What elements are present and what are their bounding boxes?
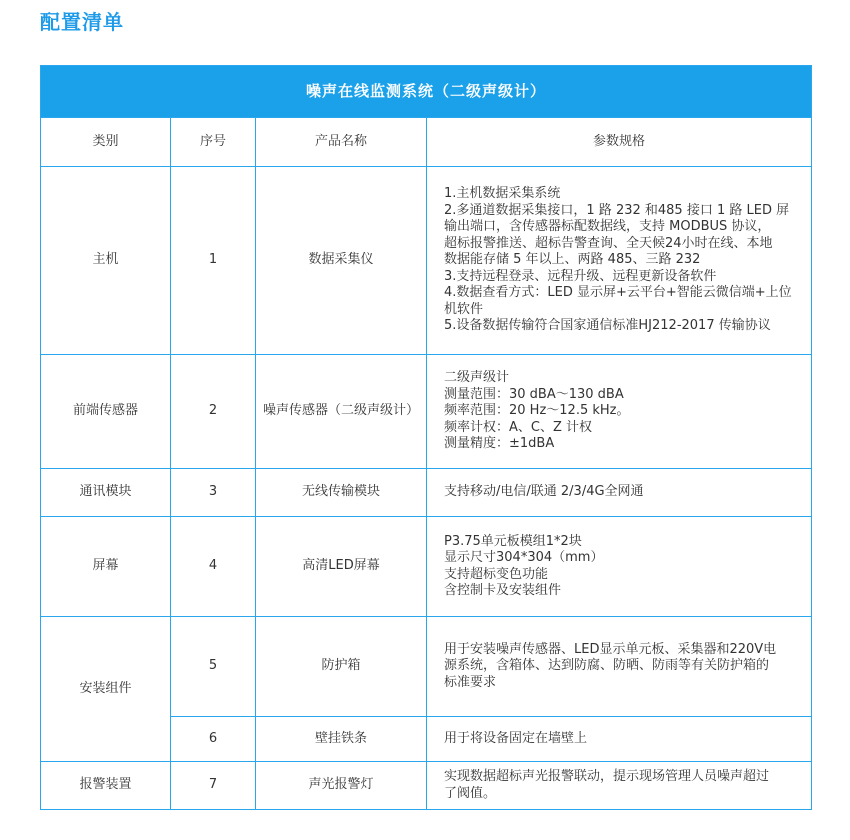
category-cell: 前端传感器 <box>41 355 171 469</box>
spec-line: 2.多通道数据采集接口，1 路 232 和485 接口 1 路 LED 屏 <box>444 202 790 218</box>
spec-line: P3.75单元板模组1*2块 <box>444 533 582 549</box>
table-row <box>41 617 812 717</box>
product-cell: 壁挂铁条 <box>256 717 427 762</box>
spec-cell <box>427 762 812 810</box>
spec-line: 测量精度：±1dBA <box>444 436 555 452</box>
category-cell: 通讯模块 <box>41 469 171 517</box>
spec-line: 源系统，含箱体、达到防腐、防晒、防雨等有关防护箱的 <box>444 658 770 674</box>
config-table <box>40 65 812 810</box>
spec-line: 1.主机数据采集系统 <box>444 186 561 202</box>
header-row <box>41 118 812 167</box>
index-cell: 6 <box>171 717 256 762</box>
page-title: 配置清单 <box>40 10 124 34</box>
table-row <box>41 469 812 517</box>
table-title-row <box>41 66 812 118</box>
spec-line: 实现数据超标声光报警联动，提示现场管理人员噪声超过 <box>444 769 770 784</box>
spec-line: 3.支持远程登录、远程升级、远程更新设备软件 <box>444 268 717 284</box>
product-cell: 无线传输模块 <box>256 469 427 517</box>
spec-line: 4.数据查看方式：LED 显示屏+云平台+智能云微信端+上位 <box>444 285 792 301</box>
spec-cell <box>427 517 812 617</box>
spec-cell <box>427 469 812 517</box>
spec-cell <box>427 717 812 762</box>
table-row <box>41 355 812 469</box>
spec-line: 标准要求 <box>444 674 497 690</box>
spec-line: 超标报警推送、超标告警查询、全天候24小时在线、本地 <box>444 235 773 251</box>
spec-line: 用于安装噪声传感器、LED显示单元板、采集器和220V电 <box>444 641 777 657</box>
spec-cell <box>427 167 812 355</box>
spec-line: 输出端口，含传感器标配数据线，支持 MODBUS 协议， <box>444 219 771 235</box>
header-product: 产品名称 <box>256 118 427 167</box>
header-index: 序号 <box>171 118 256 167</box>
category-cell: 主机 <box>41 167 171 355</box>
header-spec: 参数规格 <box>427 118 812 167</box>
spec-cell <box>427 617 812 717</box>
spec-line: 显示尺寸304*304（mm） <box>444 550 604 565</box>
spec-line: 机软件 <box>444 301 484 317</box>
spec-line: 支持移动/电信/联通 2/3/4G全网通 <box>444 484 644 500</box>
table-row <box>41 517 812 617</box>
product-cell: 高清LED屏幕 <box>256 517 427 617</box>
spec-line: 测量范围：30 dBA～130 dBA <box>444 386 624 402</box>
spec-line: 了阀值。 <box>444 785 497 801</box>
product-cell: 防护箱 <box>256 617 427 717</box>
index-cell: 3 <box>171 469 256 517</box>
spec-line: 二级声级计 <box>444 370 510 386</box>
product-cell: 声光报警灯 <box>256 762 427 810</box>
header-category: 类别 <box>41 118 171 167</box>
spec-line: 含控制卡及安装组件 <box>444 583 562 598</box>
table-title: 噪声在线监测系统（二级声级计） <box>41 66 812 118</box>
product-cell: 数据采集仪 <box>256 167 427 355</box>
product-cell: 噪声传感器（二级声级计） <box>256 355 427 469</box>
index-cell: 2 <box>171 355 256 469</box>
spec-line: 频率计权：A、C、Z 计权 <box>444 419 593 435</box>
index-cell: 5 <box>171 617 256 717</box>
spec-line: 5.设备数据传输符合国家通信标准HJ212-2017 传输协议 <box>444 318 771 334</box>
table-row <box>41 167 812 355</box>
spec-line: 频率范围：20 Hz～12.5 kHz。 <box>444 403 630 419</box>
category-cell: 安装组件 <box>41 617 171 762</box>
category-cell: 报警装置 <box>41 762 171 810</box>
category-cell: 屏幕 <box>41 517 171 617</box>
index-cell: 7 <box>171 762 256 810</box>
index-cell: 4 <box>171 517 256 617</box>
spec-line: 支持超标变色功能 <box>444 566 549 582</box>
spec-line: 用于将设备固定在墙壁上 <box>444 730 588 746</box>
index-cell: 1 <box>171 167 256 355</box>
table-row <box>41 762 812 810</box>
spec-line: 数据能存储 5 年以上、两路 485、三路 232 <box>444 252 701 268</box>
spec-cell <box>427 355 812 469</box>
